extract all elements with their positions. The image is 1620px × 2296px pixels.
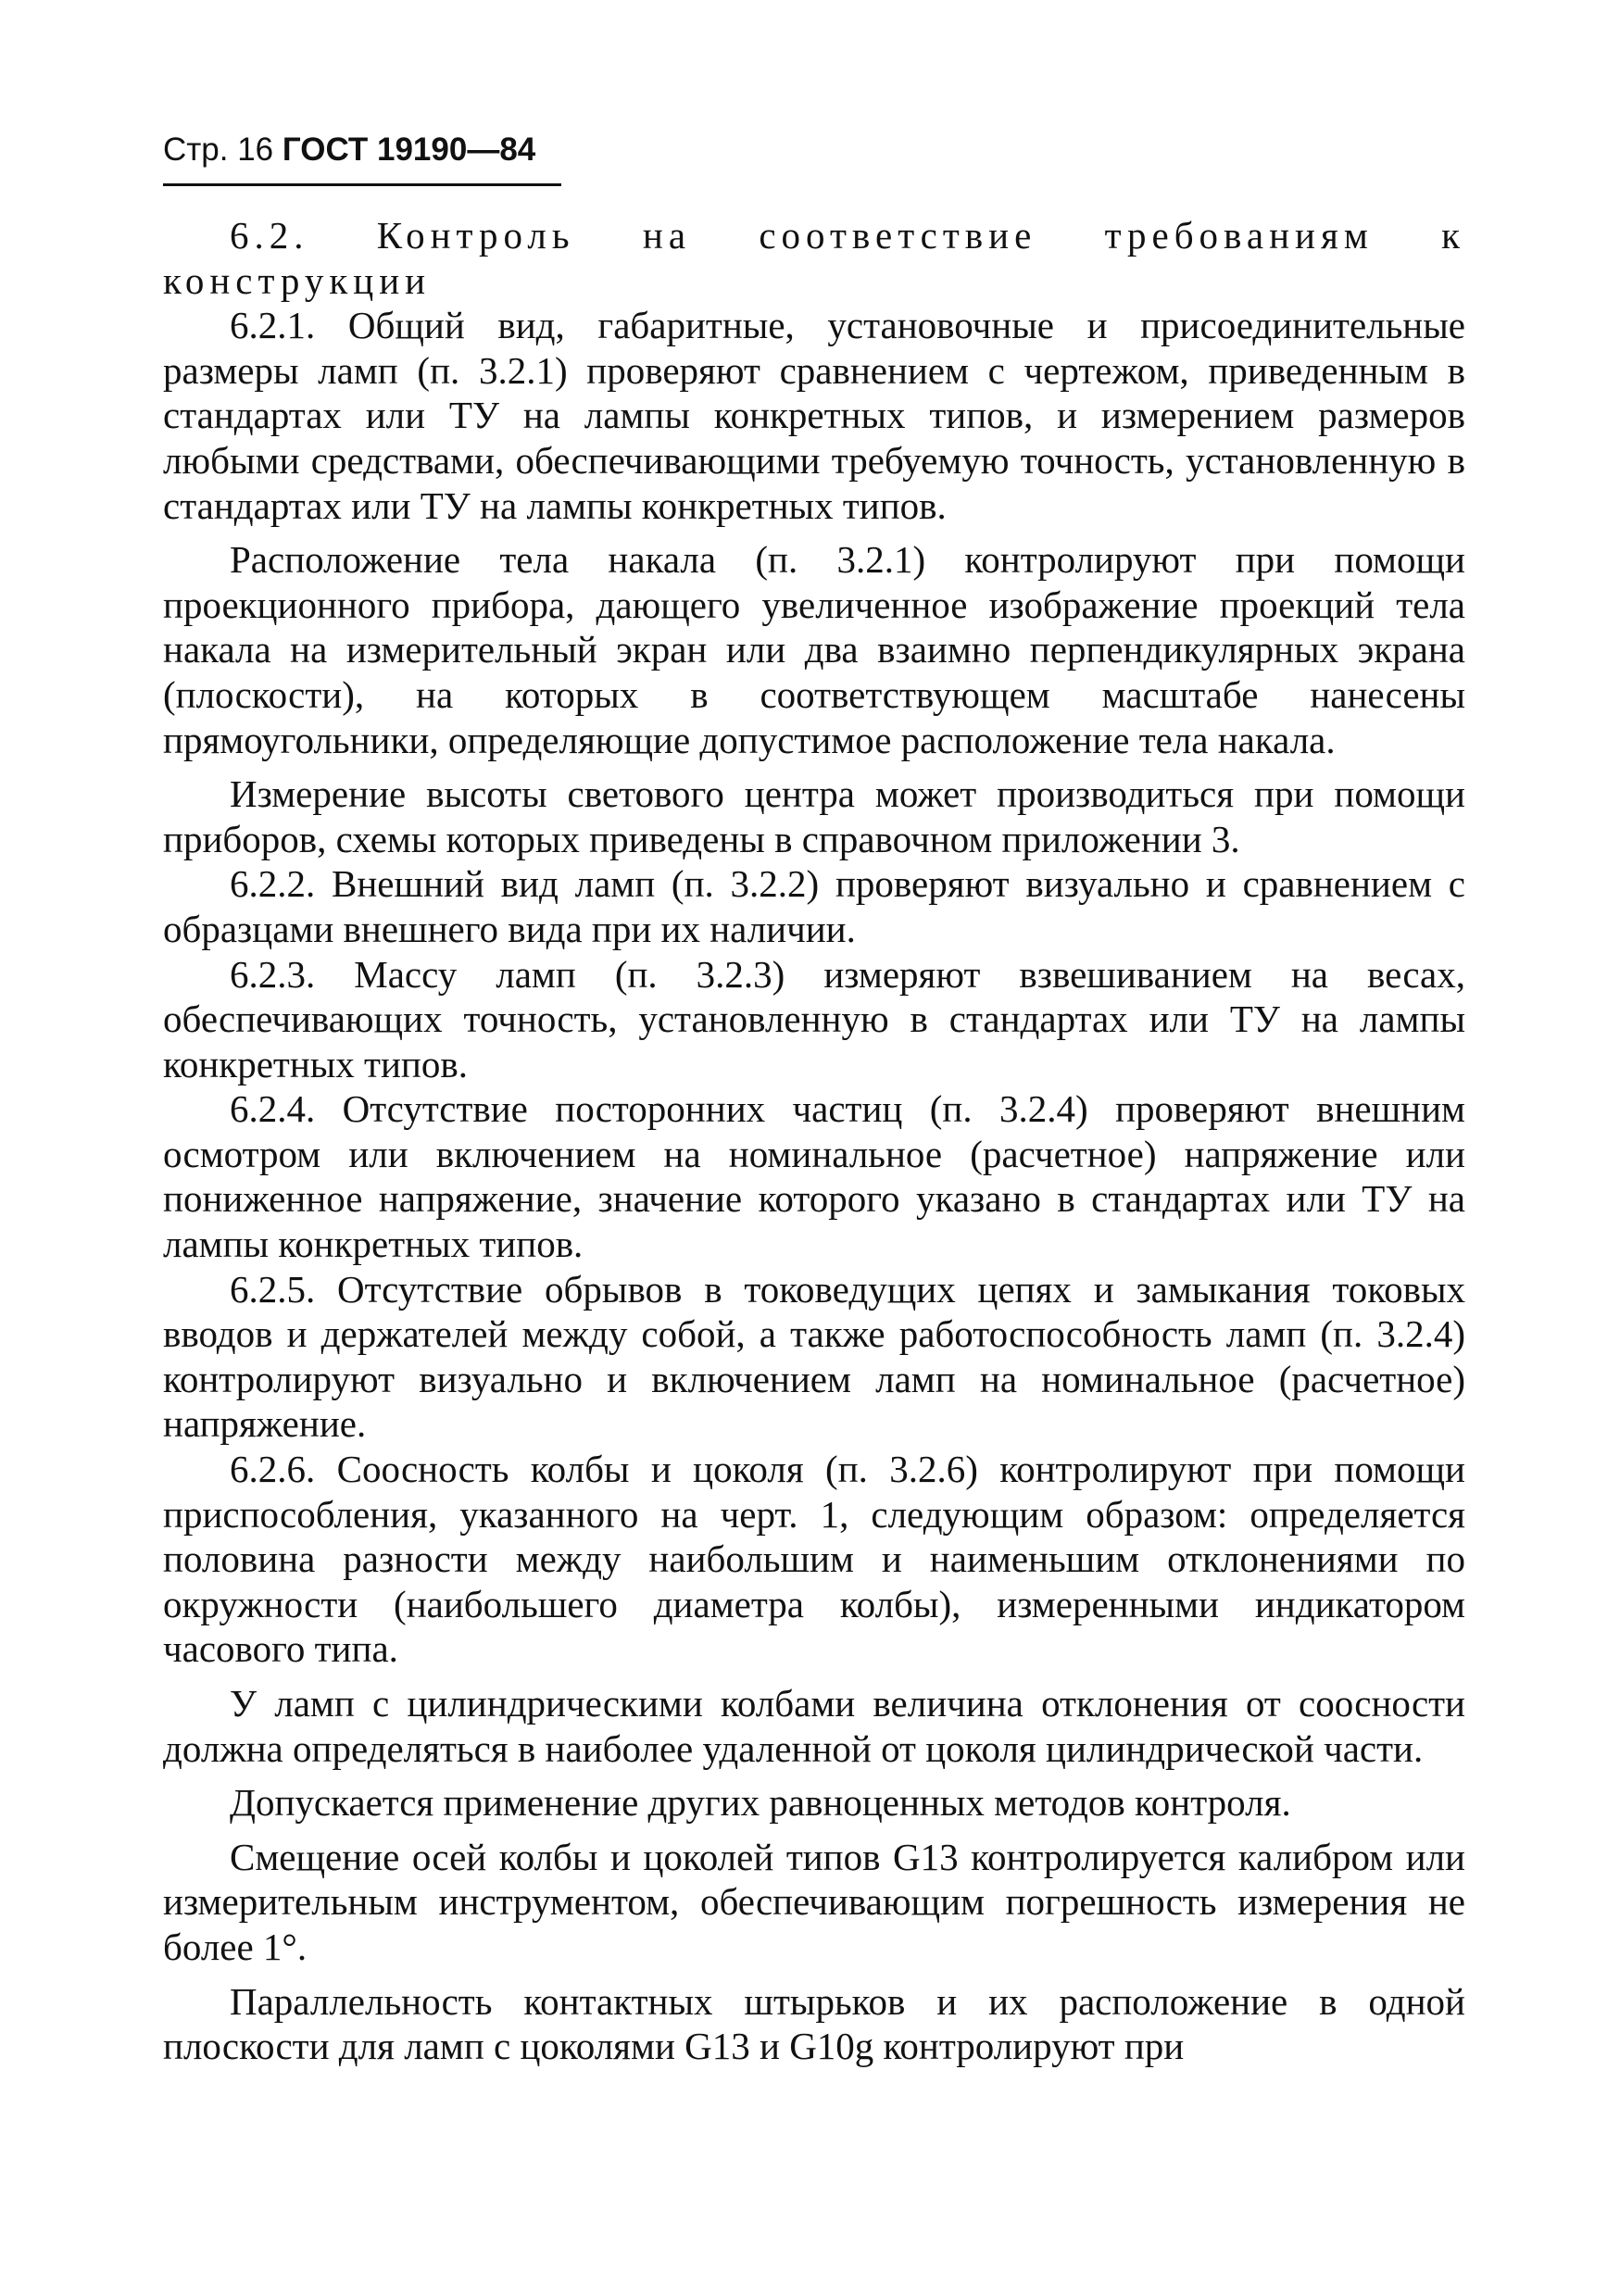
paragraph-light-center-height: Измерение высоты светового центра может производиться при помощи приборов, схемы которых приведены в справочном приложении 3. [163,772,1465,860]
page-header [163,130,561,186]
section-title: 6.2. Контроль на соответствие требованиям к конструкции [163,214,1465,302]
page-number-label: Стр. 16 [163,132,274,168]
paragraph-6-2-4: 6.2.4. Отсутствие посторонних частиц (п. 3.2.4) проверяют внешним осмотром или включением на номинальное (расчетное) напряжение или пониженное напряжение, значение которого указано в стандартах или ТУ на лампы конкретных типов. [163,1087,1465,1266]
paragraph-6-2-6: 6.2.6. Соосность колбы и цоколя (п. 3.2.6) контролируют при помощи приспособления, указанного на черт. 1, следующим образом: определяется половина разности между наибольшим и наименьшим отклонениями по окружности (наибольшего диаметра колбы), измеренными индикатором часового типа. [163,1448,1465,1671]
paragraph-g13-axis-offset: Смещение осей колбы и цоколей типов G13 контролируется калибром или измерительным инструментом, обеспечивающим погрешность измерения не более 1°. [163,1835,1465,1968]
paragraph-6-2-1: 6.2.1. Общий вид, габаритные, установочные и присоединительные размеры ламп (п. 3.2.1) проверяют сравнением с чертежом, приведенным в стандартах или ТУ на лампы конкретных типов, и измерением размеров любыми средствами, обеспечивающими требуемую точность, установленную в стандартах или ТУ на лампы конкретных типов. [163,304,1465,527]
standard-designation: ГОСТ 19190—84 [282,132,536,168]
paragraph-filament-position: Расположение тела накала (п. 3.2.1) контролируют при помощи проекционного прибора, дающего увеличенное изображение проекций тела накала на измерительный экран или два взаимно перпендикулярных экрана (плоскости), на которых в соответствующем масштабе нанесены прямоугольники, определяющие допустимое расположение тела накала. [163,538,1465,761]
paragraph-6-2-3: 6.2.3. Массу ламп (п. 3.2.3) измеряют взвешиванием на весах, обеспечивающих точность, установленную в стандартах или ТУ на лампы конкретных типов. [163,952,1465,1085]
document-body [163,213,1465,2069]
paragraph-other-methods: Допускается применение других равноценных методов контроля. [230,1781,1291,1825]
paragraph-cylindrical-bulbs: У ламп с цилиндрическими колбами величина отклонения от соосности должна определяться в наиболее удаленной от цоколя цилиндрической части. [163,1682,1465,1770]
paragraph-6-2-2: 6.2.2. Внешний вид ламп (п. 3.2.2) проверяют визуально и сравнением с образцами внешнего вида при их наличии. [163,862,1465,950]
paragraph-pin-parallelism: Параллельность контактных штырьков и их расположение в одной плоскости для ламп с цоколями G13 и G10g контролируют при [163,1979,1465,2068]
paragraph-6-2-5: 6.2.5. Отсутствие обрывов в токоведущих цепях и замыкания токовых вводов и держателей между собой, а также работоспособность ламп (п. 3.2.4) контролируют визуально и включением ламп на номинальное (расчетное) напряжение. [163,1267,1465,1446]
